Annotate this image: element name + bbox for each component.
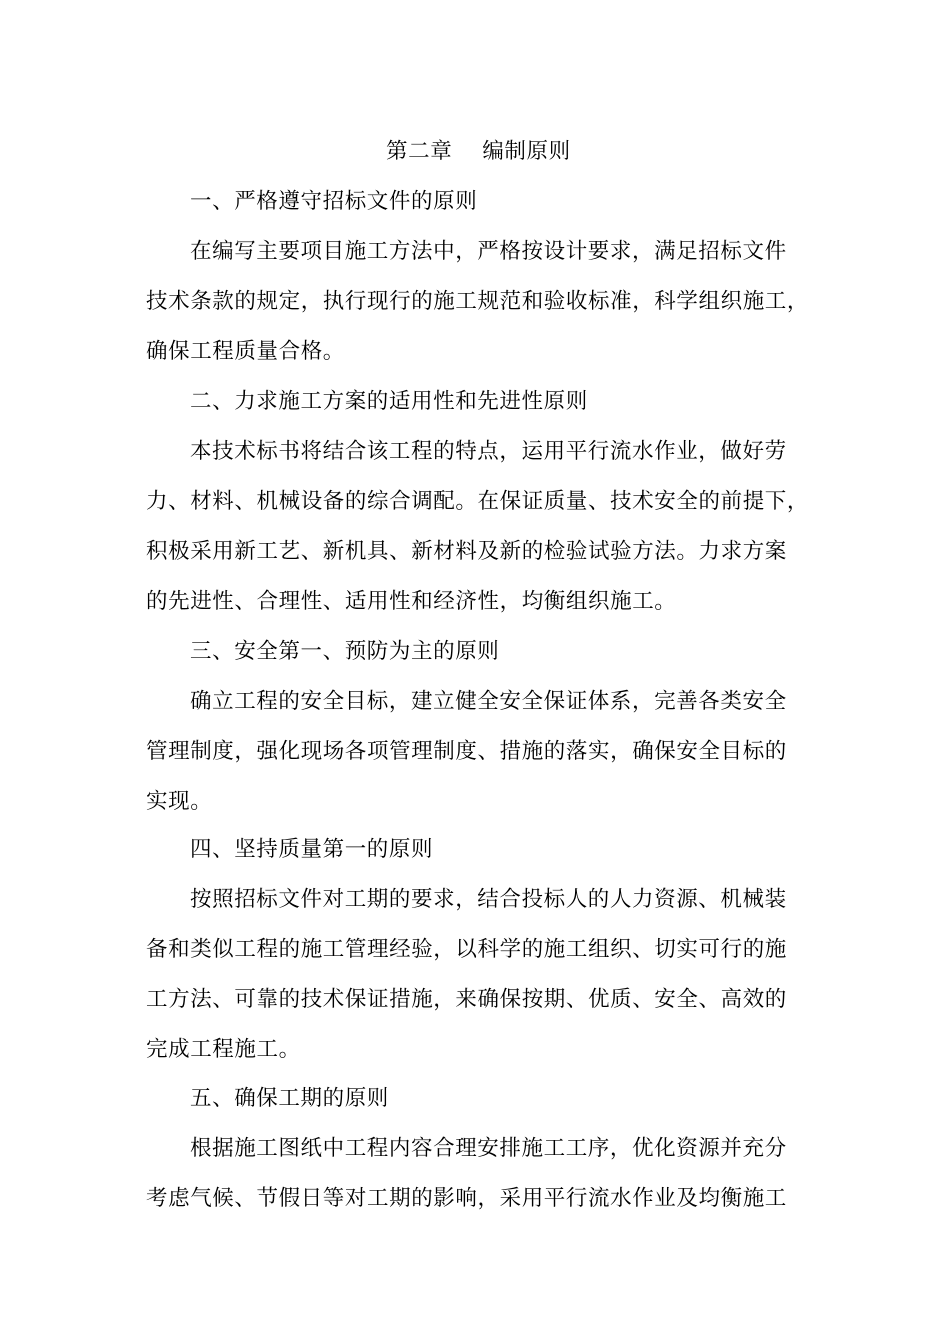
section-heading: 一、严格遵守招标文件的原则	[190, 189, 478, 214]
chapter-title	[386, 139, 571, 165]
paragraph-line: 技术条款的规定，执行现行的施工规范和验收标准，科学组织施工，	[146, 289, 810, 314]
paragraph-line: 工方法、可靠的技术保证措施，来确保按期、优质、安全、高效的	[146, 987, 787, 1012]
section-heading: 五、确保工期的原则	[190, 1086, 389, 1111]
paragraph-line: 本技术标书将结合该工程的特点，运用平行流水作业，做好劳	[190, 439, 787, 464]
chapter-label: 第二章	[386, 139, 453, 164]
paragraph-line: 按照招标文件对工期的要求，结合投标人的人力资源、机械装	[190, 887, 787, 912]
chapter-name: 编制原则	[482, 139, 571, 164]
paragraph-line: 力、材料、机械设备的综合调配。在保证质量、技术安全的前提下，	[146, 489, 810, 514]
paragraph-line: 实现。	[146, 789, 213, 814]
section-heading: 三、安全第一、预防为主的原则	[190, 639, 500, 664]
paragraph-line: 确立工程的安全目标，建立健全安全保证体系，完善各类安全	[190, 689, 787, 714]
paragraph-line: 确保工程质量合格。	[146, 339, 345, 364]
paragraph-line: 在编写主要项目施工方法中，严格按设计要求，满足招标文件	[190, 239, 787, 264]
paragraph-line: 备和类似工程的施工管理经验，以科学的施工组织、切实可行的施	[146, 937, 787, 962]
paragraph-line: 完成工程施工。	[146, 1037, 301, 1062]
paragraph-line: 积极采用新工艺、新机具、新材料及新的检验试验方法。力求方案	[146, 539, 787, 564]
section-heading: 二、力求施工方案的适用性和先进性原则	[190, 389, 588, 414]
paragraph-line: 考虑气候、节假日等对工期的影响，采用平行流水作业及均衡施工	[146, 1186, 787, 1211]
paragraph-line: 管理制度，强化现场各项管理制度、措施的落实，确保安全目标的	[146, 739, 787, 764]
paragraph-line: 的先进性、合理性、适用性和经济性，均衡组织施工。	[146, 589, 677, 614]
paragraph-line: 根据施工图纸中工程内容合理安排施工工序，优化资源并充分	[190, 1136, 787, 1161]
section-heading: 四、坚持质量第一的原则	[190, 837, 434, 862]
